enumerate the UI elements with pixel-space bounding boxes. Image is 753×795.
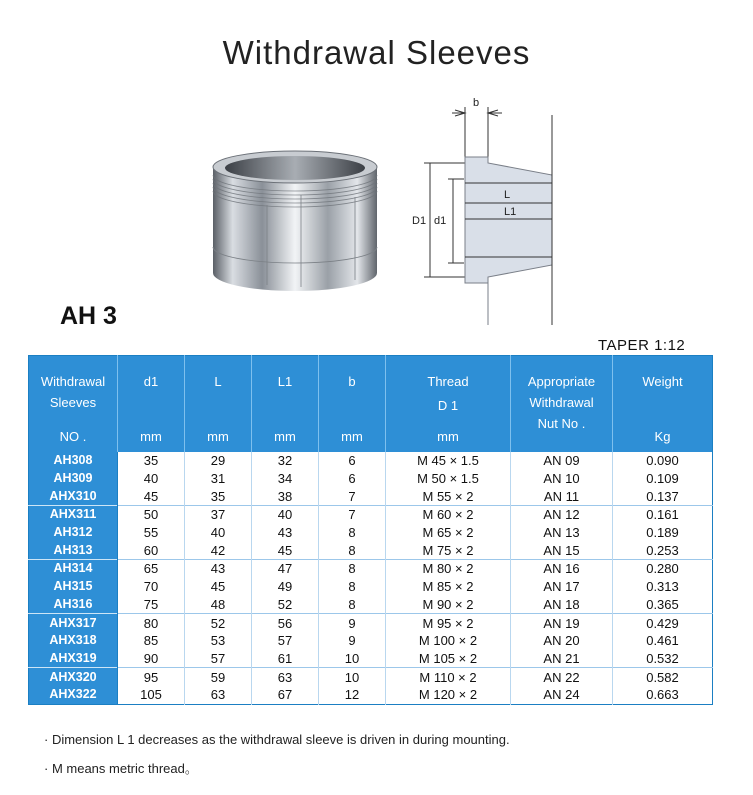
table-cell: 7 (319, 506, 386, 524)
table-cell: 8 (319, 560, 386, 578)
note-metric-thread: · M means metric thread。 (44, 761, 198, 776)
table-cell: M 120 × 2 (386, 686, 511, 704)
table-cell: 9 (319, 614, 386, 632)
table-cell: M 55 × 2 (386, 487, 511, 505)
drawing-label-d1-inner: d1 (434, 215, 447, 227)
table-cell: 8 (319, 541, 386, 559)
header-label: Thread (427, 374, 469, 389)
note-dimension-l1: · Dimension L 1 decreases as the withdrawal sleeve is driven in during mounting. (44, 732, 510, 747)
model-cell: AH316 (29, 596, 118, 614)
table-row (29, 470, 713, 488)
table-cell: 8 (319, 596, 386, 614)
table-cell: 49 (252, 578, 319, 596)
table-cell: M 45 × 1.5 (386, 452, 511, 470)
header-unit: NO . (59, 429, 87, 444)
model-cell: AHX311 (29, 506, 118, 524)
table-cell: 53 (185, 632, 252, 650)
header-unit: mm (207, 429, 229, 444)
table-cell: 40 (252, 506, 319, 524)
table-cell: 0.109 (646, 471, 679, 487)
table-cell: 37 (185, 506, 252, 524)
table-cell: 0.137 (646, 488, 679, 504)
table-cell: 43 (185, 560, 252, 578)
table-cell: 52 (185, 614, 252, 632)
table-cell: 40 (118, 470, 185, 488)
table-row (29, 614, 713, 632)
drawing-label-l1: L1 (504, 206, 517, 218)
table-cell: AN 12 (511, 506, 613, 524)
header-col-sleeve-no (29, 356, 118, 453)
table-cell: 0.532 (646, 650, 679, 666)
table-row (29, 668, 713, 686)
header-unit: Kg (654, 429, 671, 444)
model-cell: AHX322 (29, 686, 118, 704)
table-row (29, 560, 713, 578)
table-row (29, 650, 713, 668)
table-cell: 38 (252, 487, 319, 505)
taper-label: TAPER 1:12 (598, 337, 686, 354)
table-cell: 45 (185, 578, 252, 596)
table-cell: AN 21 (511, 650, 613, 668)
table-cell: 10 (319, 650, 386, 668)
model-cell: AH312 (29, 524, 118, 542)
page-title: Withdrawal Sleeves (222, 34, 531, 71)
table-cell: 0.189 (646, 525, 679, 541)
table-cell: 40 (185, 524, 252, 542)
header-col-nut (511, 356, 613, 453)
table-cell: M 90 × 2 (386, 596, 511, 614)
table-cell: 57 (252, 632, 319, 650)
header-col-l (185, 356, 252, 453)
table-row (29, 686, 713, 704)
table-cell: M 95 × 2 (386, 614, 511, 632)
table-cell: 35 (118, 452, 185, 470)
table-cell: M 50 × 1.5 (386, 470, 511, 488)
table-cell: 45 (252, 541, 319, 559)
table-cell: 6 (319, 470, 386, 488)
table-cell: 63 (185, 686, 252, 704)
model-cell: AHX317 (29, 614, 118, 632)
table-cell: 0.582 (613, 668, 713, 686)
table-cell: 61 (252, 650, 319, 668)
model-cell: AHX310 (29, 487, 118, 505)
header-unit: mm (140, 429, 162, 444)
table-cell: 0.280 (613, 560, 713, 578)
table-cell: 0.461 (646, 633, 679, 649)
table-cell: 105 (118, 686, 185, 704)
table-cell: AN 13 (511, 524, 613, 542)
table-cell: 7 (319, 487, 386, 505)
header-sub-label: D 1 (437, 398, 459, 413)
table-row (29, 524, 713, 542)
table-cell: 56 (252, 614, 319, 632)
header-col-weight (613, 356, 713, 453)
table-cell: 8 (319, 524, 386, 542)
table-row (29, 632, 713, 650)
table-cell: 52 (252, 596, 319, 614)
table-row (29, 452, 713, 470)
spec-table (28, 355, 713, 705)
table-cell: 60 (118, 541, 185, 559)
drawing-label-d1-outer: D1 (412, 215, 427, 227)
table-cell: 8 (319, 578, 386, 596)
table-cell: AN 11 (511, 487, 613, 505)
table-cell: 12 (319, 686, 386, 704)
table-cell: 65 (118, 560, 185, 578)
header-label: Weight (642, 374, 683, 389)
header-col-d1 (118, 356, 185, 453)
table-cell: AN 16 (511, 560, 613, 578)
header-unit: mm (274, 429, 296, 444)
header-label: d1 (143, 374, 159, 389)
table-cell: 90 (118, 650, 185, 668)
header-col-l1 (252, 356, 319, 453)
sleeve-section-drawing (412, 95, 572, 330)
table-cell: 85 (118, 632, 185, 650)
series-label: AH 3 (60, 302, 117, 330)
model-cell: AH315 (29, 578, 118, 596)
table-cell: 32 (252, 452, 319, 470)
table-cell: 10 (319, 668, 386, 686)
sleeve-photo (205, 145, 385, 295)
table-cell: AN 15 (511, 541, 613, 559)
table-cell: AN 17 (511, 578, 613, 596)
table-cell: M 105 × 2 (386, 650, 511, 668)
table-row (29, 578, 713, 596)
table-cell: 80 (118, 614, 185, 632)
table-cell: AN 18 (511, 596, 613, 614)
model-cell: AHX318 (29, 632, 118, 650)
model-cell: AH313 (29, 541, 118, 559)
table-body (29, 452, 713, 704)
table-cell: M 85 × 2 (386, 578, 511, 596)
table-cell: AN 09 (511, 452, 613, 470)
table-cell: 0.663 (646, 687, 679, 703)
table-cell: M 60 × 2 (386, 506, 511, 524)
model-cell: AH309 (29, 470, 118, 488)
table-cell: M 75 × 2 (386, 541, 511, 559)
table-cell: AN 20 (511, 632, 613, 650)
table-cell: 67 (252, 686, 319, 704)
table-cell: M 110 × 2 (386, 668, 511, 686)
table-cell: 0.365 (646, 596, 679, 612)
table-cell: 6 (319, 452, 386, 470)
drawing-label-l: L (504, 189, 511, 201)
table-cell: 70 (118, 578, 185, 596)
header-col-thread (386, 356, 511, 453)
table-cell: 42 (185, 541, 252, 559)
header-label: Withdrawal Sleeves (40, 374, 106, 410)
table-header-row (29, 356, 713, 453)
table-cell: 35 (185, 487, 252, 505)
table-cell: 0.090 (646, 453, 679, 469)
table-cell: 95 (118, 668, 185, 686)
table-cell: 0.253 (646, 542, 679, 558)
table-cell: 31 (185, 470, 252, 488)
header-label: Appropriate Withdrawal Nut No . (527, 374, 596, 431)
table-cell: 75 (118, 596, 185, 614)
table-row (29, 506, 713, 524)
header-unit: mm (437, 429, 459, 444)
table-cell: AN 22 (511, 668, 613, 686)
table-cell: 45 (118, 487, 185, 505)
model-cell: AHX319 (29, 650, 118, 668)
header-label: b (348, 374, 356, 389)
table-cell: 0.429 (613, 614, 713, 632)
table-cell: 57 (185, 650, 252, 668)
table-row (29, 541, 713, 559)
table-row (29, 596, 713, 614)
table-cell: 59 (185, 668, 252, 686)
model-cell: AH314 (29, 560, 118, 578)
table-cell: M 80 × 2 (386, 560, 511, 578)
table-cell: M 65 × 2 (386, 524, 511, 542)
header-label: L1 (277, 374, 293, 389)
table-cell: 50 (118, 506, 185, 524)
drawing-label-b: b (472, 97, 480, 109)
table-cell: 9 (319, 632, 386, 650)
table-cell: 47 (252, 560, 319, 578)
table-cell: 34 (252, 470, 319, 488)
header-col-b (319, 356, 386, 453)
model-cell: AHX320 (29, 668, 118, 686)
table-cell: AN 24 (511, 686, 613, 704)
table-cell: AN 10 (511, 470, 613, 488)
model-cell: AH308 (29, 452, 118, 470)
table-cell: 43 (252, 524, 319, 542)
header-unit: mm (341, 429, 363, 444)
table-cell: AN 19 (511, 614, 613, 632)
table-cell: 0.313 (646, 579, 679, 595)
table-cell: 55 (118, 524, 185, 542)
notes (44, 732, 510, 788)
table-cell: 29 (185, 452, 252, 470)
table-cell: 0.161 (613, 506, 713, 524)
table-cell: M 100 × 2 (386, 632, 511, 650)
header-label: L (214, 374, 222, 389)
table-row (29, 487, 713, 505)
table-cell: 48 (185, 596, 252, 614)
table-cell: 63 (252, 668, 319, 686)
